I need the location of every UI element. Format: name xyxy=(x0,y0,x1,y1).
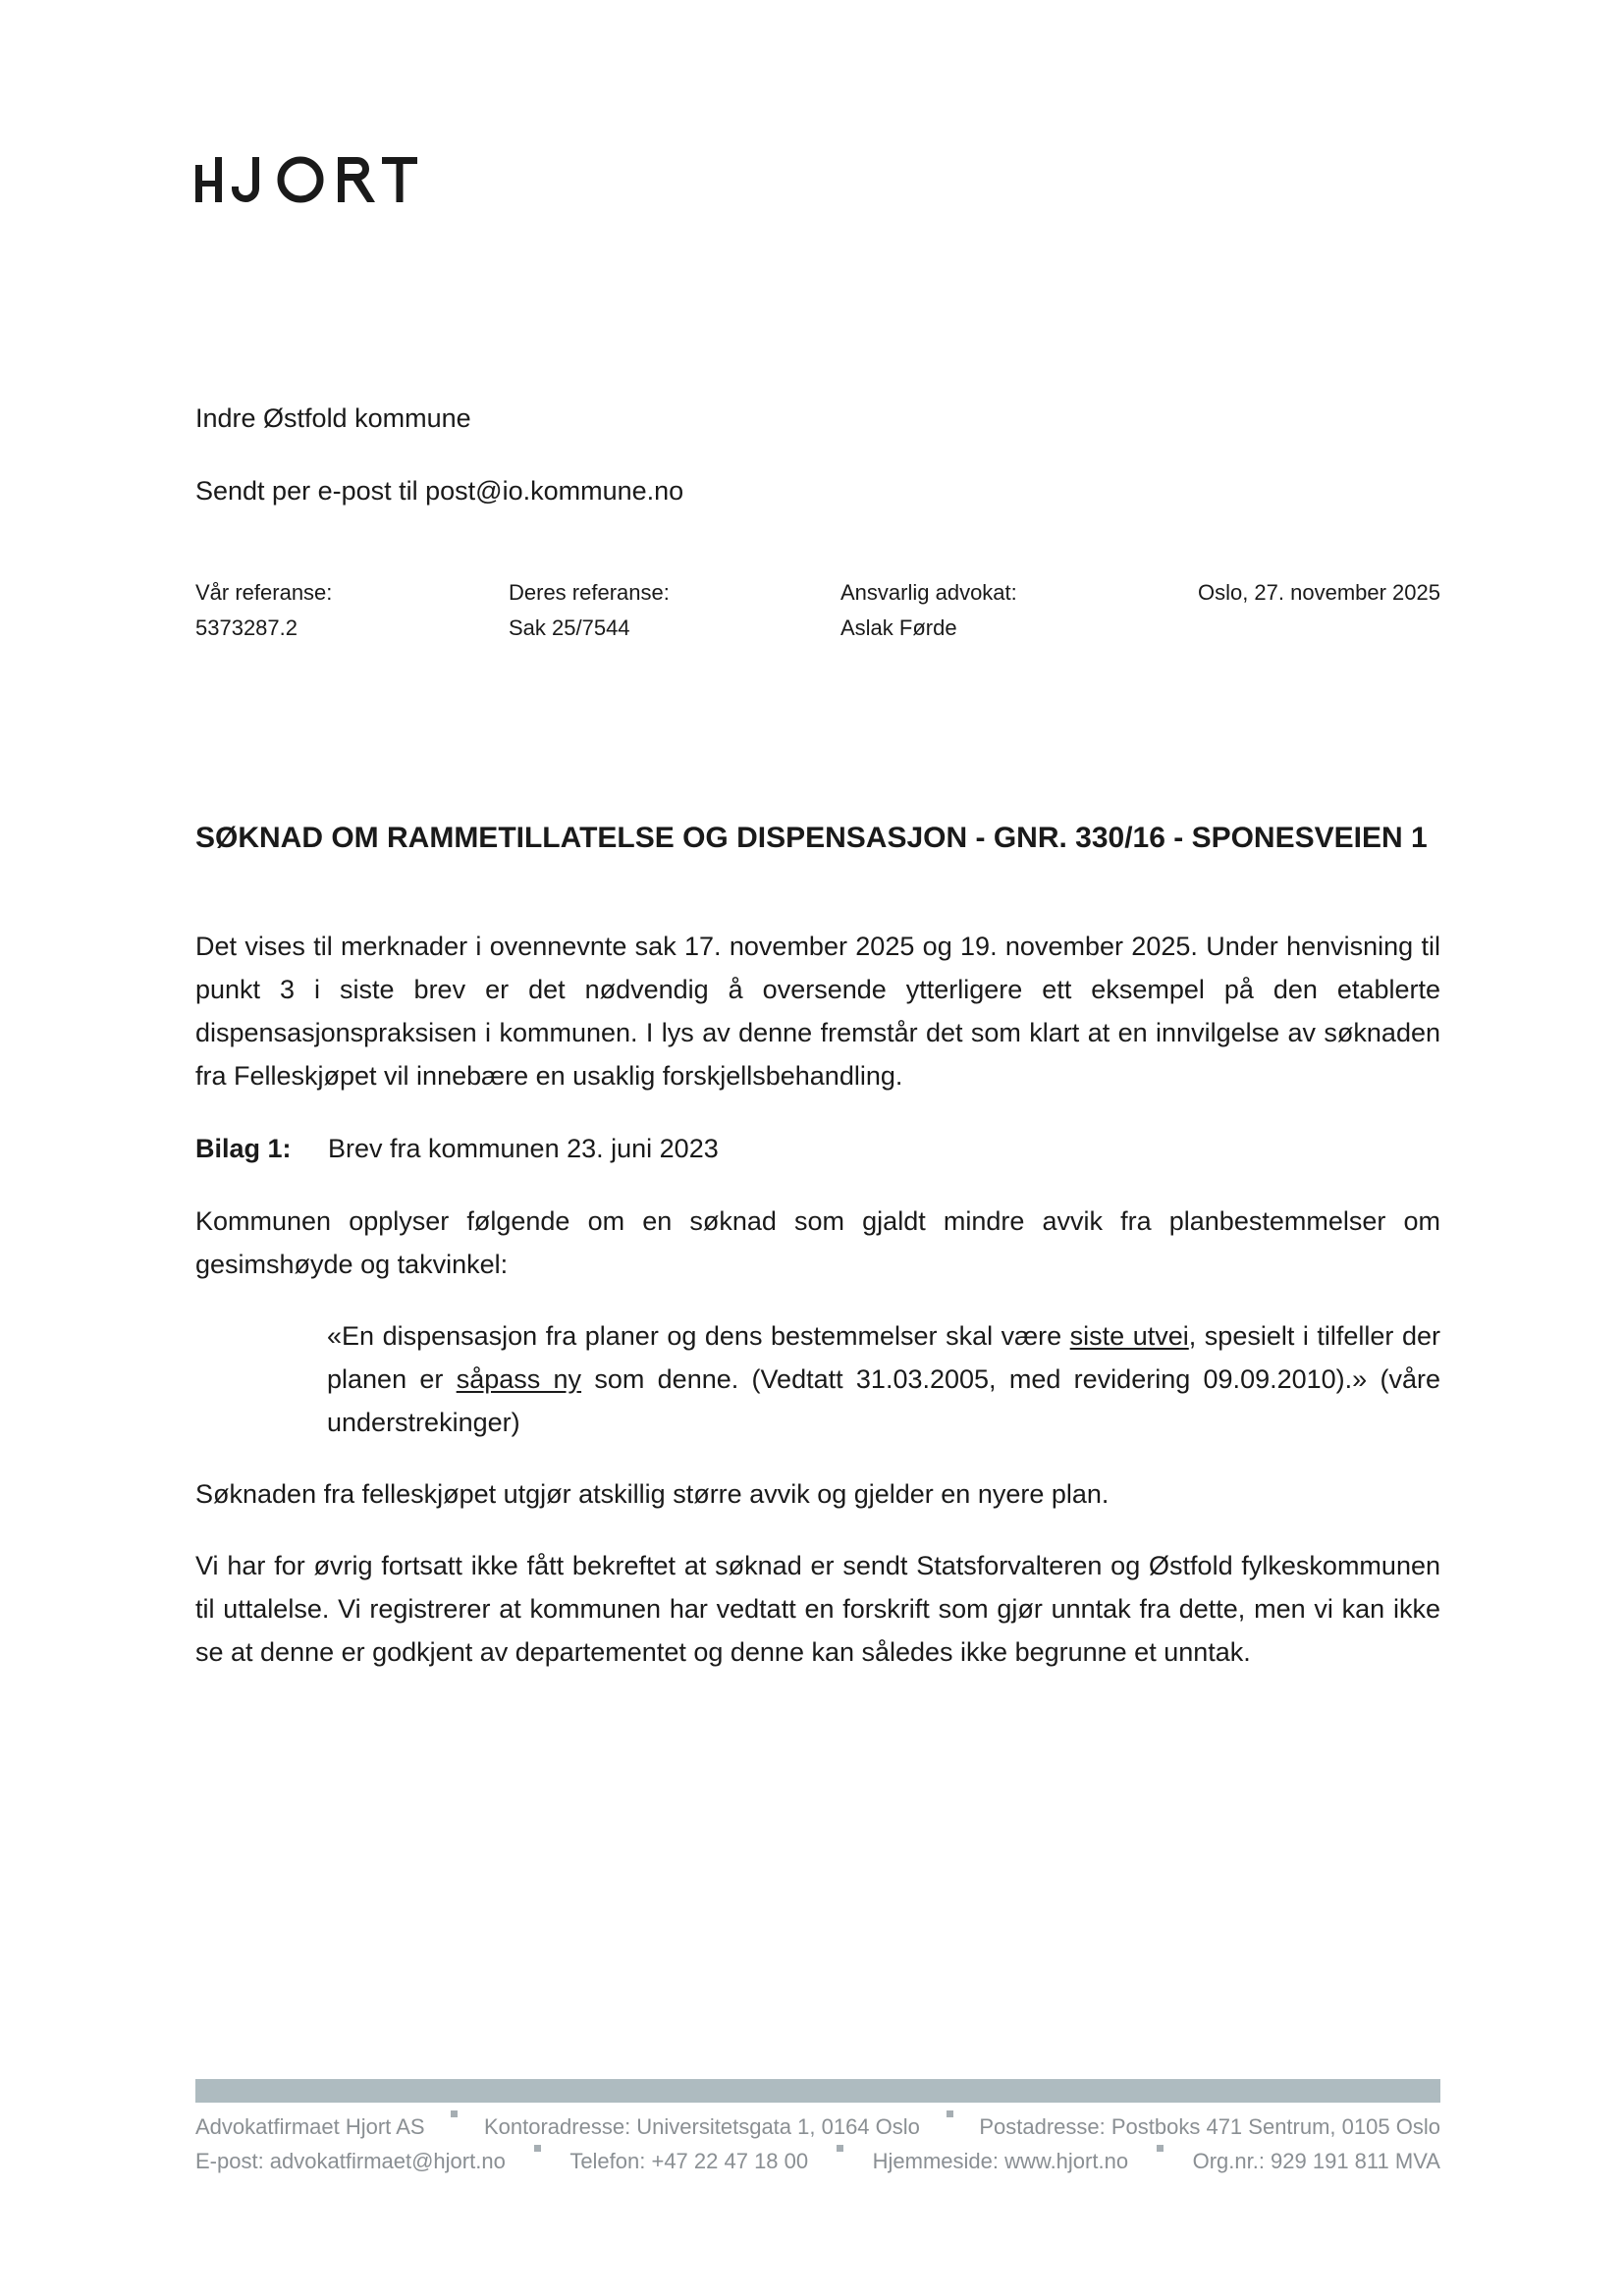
paragraph-closing: Vi har for øvrig fortsatt ikke fått bekreftet at søknad er sendt Statsforvalteren og Østfold fylkeskommunen til uttalelse. Vi registrerer at kommunen har vedtatt en forskrift som gjør unntak fra dette, men vi kan ikke se at denne er godkjent av departementet og denne kan således ikke begrunne et unntak. xyxy=(195,1551,1440,1667)
our-reference-value: 5373287.2 xyxy=(195,615,298,640)
footer-separator xyxy=(451,2110,458,2117)
block-quote xyxy=(327,1314,1440,1444)
responsible-lawyer xyxy=(840,575,1017,646)
footer-line-1 xyxy=(195,2110,1440,2144)
footer-email: E-post: advokatfirmaet@hjort.no xyxy=(195,2149,506,2173)
recipient-name: Indre Østfold kommune xyxy=(195,403,471,433)
hjort-logo xyxy=(195,151,470,214)
sent-via-email: Sendt per e-post til post@io.kommune.no xyxy=(195,476,684,506)
footer-separator xyxy=(534,2145,541,2152)
footer-bar xyxy=(195,2079,1440,2103)
our-reference-label: Vår referanse: xyxy=(195,580,333,605)
footer-phone: Telefon: +47 22 47 18 00 xyxy=(569,2149,809,2173)
paragraph-municipality: Kommunen opplyser følgende om en søknad som gjaldt mindre avvik fra planbestemmelser om gesimshøyde og takvinkel: xyxy=(195,1206,1440,1279)
our-reference xyxy=(195,575,332,646)
footer-separator xyxy=(1157,2145,1164,2152)
footer-separator xyxy=(947,2110,953,2117)
responsible-lawyer-value: Aslak Førde xyxy=(840,615,957,640)
footer-web: Hjemmeside: www.hjort.no xyxy=(872,2149,1129,2173)
quote-part-1: «En dispensasjon fra planer og dens bestemmelser skal være xyxy=(327,1321,1070,1351)
letter-heading: SØKNAD OM RAMMETILLATELSE OG DISPENSASJON - GNR. 330/16 - SPONESVEIEN 1 xyxy=(195,822,1428,854)
quote-underline-1: siste utvei xyxy=(1069,1321,1189,1351)
attachment-line xyxy=(195,1127,1440,1170)
quote-part-2: , spesielt i tilfeller der planen er xyxy=(327,1321,1440,1394)
their-reference-value: Sak 25/7544 xyxy=(509,615,630,640)
paragraph-intro: Det vises til merknader i ovennevnte sak 17. november 2025 og 19. november 2025. Under henvisning til punkt 3 i siste brev er det nødvendig å oversende ytterligere ett eksempel på den etablerte dispensasjonspraksisen i kommunen. I lys av denne fremstår det som klart at en innvilgelse av søknaden fra Felleskjøpet vil innebære en usaklig forskjellsbehandling. xyxy=(195,932,1440,1091)
attachment-text: Brev fra kommunen 23. juni 2023 xyxy=(328,1134,719,1163)
footer-firm: Advokatfirmaet Hjort AS xyxy=(195,2114,425,2139)
paragraph-deviation: Søknaden fra felleskjøpet utgjør atskillig større avvik og gjelder en nyere plan. xyxy=(195,1479,1110,1509)
letter-date-text: Oslo, 27. november 2025 xyxy=(1197,580,1440,605)
footer-office: Kontoradresse: Universitetsgata 1, 0164 Oslo xyxy=(483,2114,920,2139)
responsible-lawyer-label: Ansvarlig advokat: xyxy=(840,580,1017,605)
quote-part-3: som denne. (Vedtatt 31.03.2005, med revidering 09.09.2010).» (våre understrekinger) xyxy=(327,1364,1440,1437)
footer-postal: Postadresse: Postboks 471 Sentrum, 0105 Oslo xyxy=(979,2114,1440,2139)
their-reference xyxy=(509,575,670,646)
letter-date xyxy=(1198,575,1440,611)
attachment-label: Bilag 1: xyxy=(195,1134,292,1163)
hjort-logo-mark xyxy=(195,151,470,214)
quote-underline-2: såpass ny xyxy=(456,1364,582,1394)
footer-orgnr: Org.nr.: 929 191 811 MVA xyxy=(1192,2149,1440,2173)
their-reference-label: Deres referanse: xyxy=(509,580,670,605)
footer-separator xyxy=(837,2145,843,2152)
footer-line-2 xyxy=(195,2145,1440,2178)
